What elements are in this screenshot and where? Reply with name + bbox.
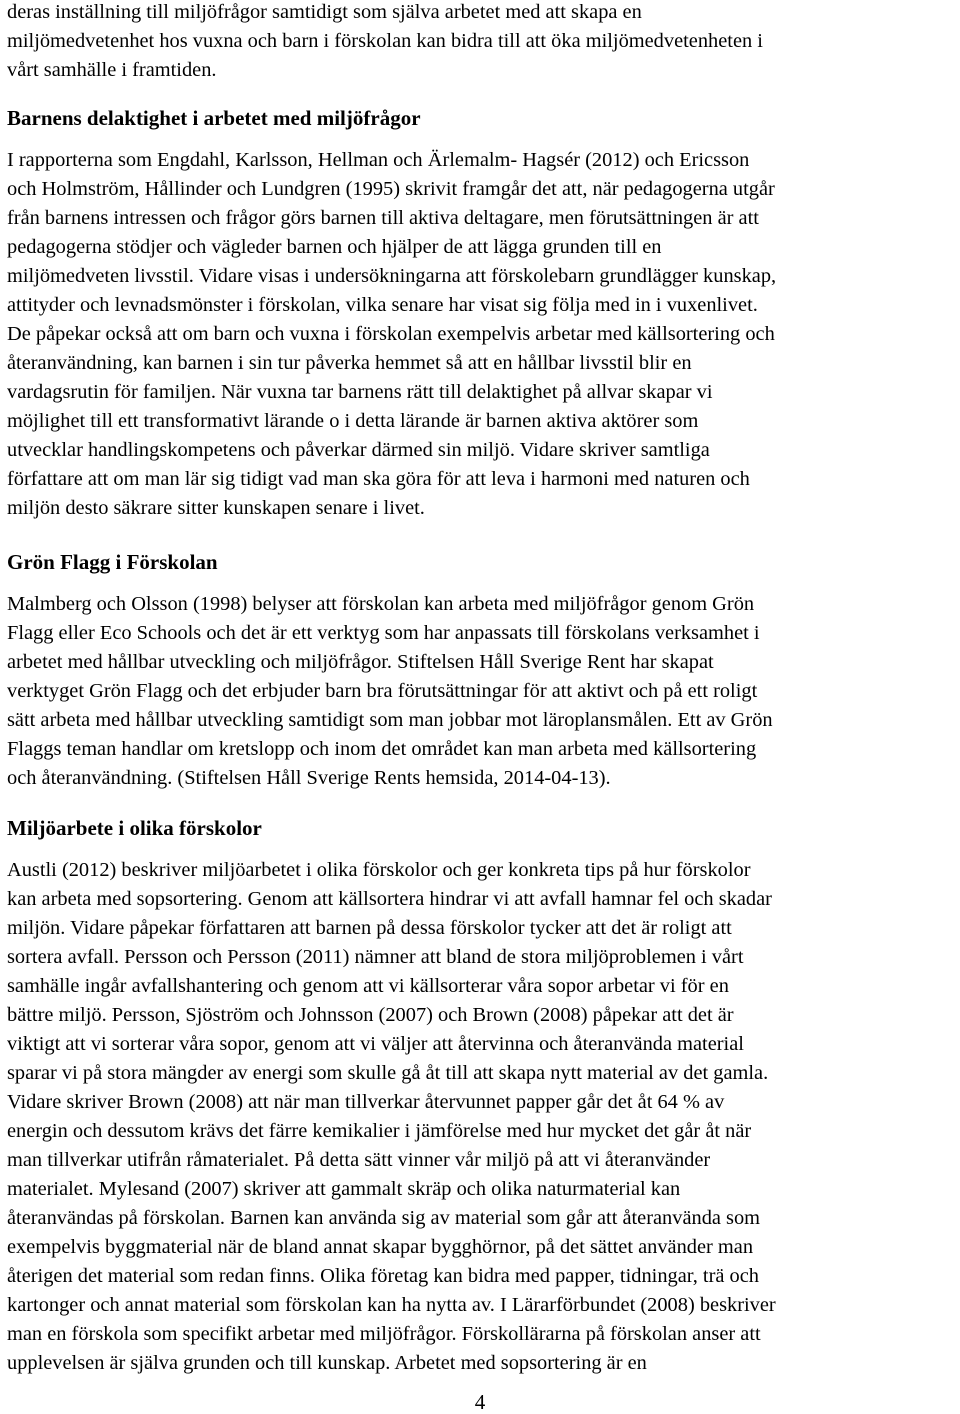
section-heading: Barnens delaktighet i arbetet med miljöfrågor (7, 106, 421, 130)
paragraph-line: sortera avfall. Persson och Persson (2011) nämner att bland de stora miljöproblemen i vårt (7, 946, 744, 968)
paragraph-line: arbetet med hållbar utveckling och miljöfrågor. Stiftelsen Håll Sverige Rent har skapat (7, 651, 714, 673)
paragraph-line: Austli (2012) beskriver miljöarbetet i olika förskolor och ger konkreta tips på hur förskolor (7, 859, 751, 881)
paragraph-line: attityder och levnadsmönster i förskolan, vilka senare har visat sig följa med in i vuxenlivet. (7, 294, 758, 316)
paragraph-line: utvecklar handlingskompetens och påverkar därmed sin miljö. Vidare skriver samtliga (7, 439, 710, 461)
section-heading: Miljöarbete i olika förskolor (7, 816, 262, 840)
paragraph-line: och Holmström, Hållinder och Lundgren (1995) skrivit framgår det att, när pedagogerna utgår (7, 178, 775, 200)
paragraph-line: Flaggs teman handlar om kretslopp och inom det området kan man arbeta med källsortering (7, 738, 757, 760)
paragraph-line: miljön. Vidare påpekar författaren att barnen på dessa förskolor tycker att det är roligt att (7, 917, 732, 939)
paragraph-line: samhälle ingår avfallshantering och genom att vi källsorterar våra sopor arbetar vi för en (7, 975, 729, 997)
paragraph-line: pedagogerna stödjer och vägleder barnen och hjälper de att lägga grunden till en (7, 236, 662, 258)
paragraph-line: miljömedveten livsstil. Vidare visas i undersökningarna att förskolebarn grundlägger kunskap, (7, 265, 777, 287)
paragraph-line: vardagsrutin för familjen. När vuxna tar barnens rätt till delaktighet på allvar skapar vi (7, 381, 713, 403)
paragraph-line: sätt arbeta med hållbar utveckling samtidigt som man jobbar mot läroplansmålen. Ett av Grön (7, 709, 773, 731)
paragraph-line: bättre miljö. Persson, Sjöström och Johnsson (2007) och Brown (2008) påpekar att det är (7, 1004, 734, 1026)
paragraph-line: Malmberg och Olsson (1998) belyser att förskolan kan arbeta med miljöfrågor genom Grön (7, 593, 755, 615)
paragraph-line: I rapporterna som Engdahl, Karlsson, Hellman och Ärlemalm- Hagsér (2012) och Ericsson (7, 149, 750, 171)
paragraph-line: materialet. Mylesand (2007) skriver att gammalt skräp och olika naturmaterial kan (7, 1178, 681, 1200)
paragraph-line: kartonger och annat material som förskolan kan ha nytta av. I Lärarförbundet (2008) beskriver (7, 1294, 776, 1316)
paragraph-line: från barnens intressen och frågor görs barnen till aktiva deltagare, men förutsättningen är att (7, 207, 759, 229)
paragraph-line: upplevelsen är själva grunden och till kunskap. Arbetet med sopsortering är en (7, 1352, 647, 1374)
paragraph-line: miljön desto säkrare sitter kunskapen senare i livet. (7, 497, 425, 519)
paragraph-line: kan arbeta med sopsortering. Genom att källsortera hindrar vi att avfall hamnar fel och skadar (7, 888, 772, 910)
paragraph-line: energin och dessutom krävs det färre kemikalier i jämförelse med hur mycket det går åt när (7, 1120, 752, 1142)
paragraph-line: verktyget Grön Flagg och det erbjuder barn bra förutsättningar för att aktivt och på ett roligt (7, 680, 758, 702)
page-number: 4 (474, 1390, 486, 1414)
paragraph-line: återanvändning, kan barnen i sin tur påverka hemmet så att en hållbar livsstil blir en (7, 352, 692, 374)
paragraph-line: vårt samhälle i framtiden. (7, 59, 217, 81)
paragraph-line: Vidare skriver Brown (2008) att när man tillverkar återvunnet papper går det åt 64 % av (7, 1091, 725, 1113)
paragraph-line: författare att om man lär sig tidigt vad man ska göra för att leva i harmoni med naturen och (7, 468, 750, 490)
paragraph-line: De påpekar också att om barn och vuxna i förskolan exempelvis arbetar med källsortering och (7, 323, 775, 345)
paragraph-line: och återanvändning. (Stiftelsen Håll Sverige Rents hemsida, 2014-04-13). (7, 767, 611, 789)
paragraph-line: Flagg eller Eco Schools och det är ett verktyg som har anpassats till förskolans verksamhet i (7, 622, 760, 644)
paragraph-line: deras inställning till miljöfrågor samtidigt som själva arbetet med att skapa en (7, 1, 642, 23)
paragraph-line: möjlighet till ett transformativt lärande o i detta lärande är barnen aktiva aktörer som (7, 410, 699, 432)
paragraph-line: exempelvis byggmaterial när de bland annat skapar bygghörnor, på det sättet använder man (7, 1236, 754, 1258)
paragraph-line: återigen det material som redan finns. Olika företag kan bidra med papper, tidningar, trä och (7, 1265, 759, 1287)
paragraph-line: återanvändas på förskolan. Barnen kan använda sig av material som går att återanvända som (7, 1207, 761, 1229)
paragraph-line: man tillverkar utifrån råmaterialet. På detta sätt vinner vår miljö på att vi återanvänder (7, 1149, 711, 1171)
section-heading: Grön Flagg i Förskolan (7, 550, 218, 574)
paragraph-line: viktigt att vi sorterar våra sopor, genom att vi väljer att återvinna och återanvända material (7, 1033, 744, 1055)
paragraph-line: man en förskola som specifikt arbetar med miljöfrågor. Förskollärarna på förskolan anser att (7, 1323, 761, 1345)
paragraph-line: sparar vi på stora mängder av energi som skulle gå åt till att skapa nytt material av det gamla. (7, 1062, 769, 1084)
paragraph-line: miljömedvetenhet hos vuxna och barn i förskolan kan bidra till att öka miljömedvetenheten i (7, 30, 763, 52)
